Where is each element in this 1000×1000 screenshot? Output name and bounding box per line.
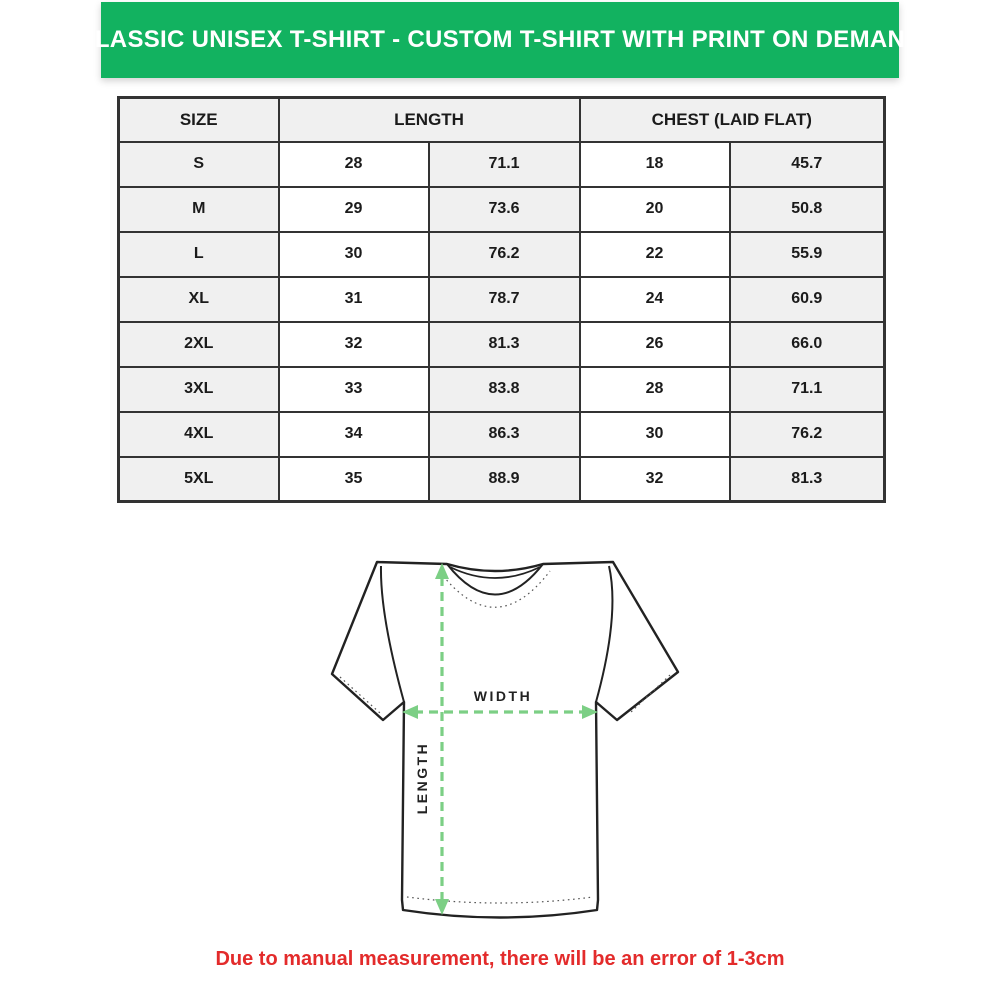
chest-cm-cell: 76.2 bbox=[730, 412, 885, 457]
length-inches-cell: 35 bbox=[279, 457, 429, 502]
size-row-s bbox=[119, 142, 885, 187]
length-cm-cell: 71.1 bbox=[429, 142, 580, 187]
length-cm-cell: 76.2 bbox=[429, 232, 580, 277]
size-row-l bbox=[119, 232, 885, 277]
chest-inches-cell: 24 bbox=[580, 277, 730, 322]
column-header-size: SIZE bbox=[119, 98, 279, 142]
size-cell: L bbox=[119, 232, 279, 277]
length-inches-cell: 30 bbox=[279, 232, 429, 277]
length-inches-cell: 31 bbox=[279, 277, 429, 322]
length-label: LENGTH bbox=[414, 741, 430, 815]
size-row-3xl bbox=[119, 367, 885, 412]
size-row-m bbox=[119, 187, 885, 232]
chest-cm-cell: 81.3 bbox=[730, 457, 885, 502]
length-cm-cell: 81.3 bbox=[429, 322, 580, 367]
size-row-5xl bbox=[119, 457, 885, 502]
size-cell: 3XL bbox=[119, 367, 279, 412]
chest-cm-cell: 66.0 bbox=[730, 322, 885, 367]
length-cm-cell: 88.9 bbox=[429, 457, 580, 502]
length-inches-cell: 33 bbox=[279, 367, 429, 412]
size-row-xl bbox=[119, 277, 885, 322]
size-cell: XL bbox=[119, 277, 279, 322]
size-chart-header bbox=[119, 98, 885, 142]
tshirt-diagram bbox=[310, 545, 700, 945]
chest-inches-cell: 20 bbox=[580, 187, 730, 232]
chest-cm-cell: 71.1 bbox=[730, 367, 885, 412]
length-cm-cell: 83.8 bbox=[429, 367, 580, 412]
chest-cm-cell: 60.9 bbox=[730, 277, 885, 322]
chest-inches-cell: 28 bbox=[580, 367, 730, 412]
length-inches-cell: 28 bbox=[279, 142, 429, 187]
size-cell: 5XL bbox=[119, 457, 279, 502]
width-label: WIDTH bbox=[473, 688, 533, 704]
length-cm-cell: 86.3 bbox=[429, 412, 580, 457]
length-cm-cell: 73.6 bbox=[429, 187, 580, 232]
chest-cm-cell: 45.7 bbox=[730, 142, 885, 187]
size-row-2xl bbox=[119, 322, 885, 367]
chest-inches-cell: 26 bbox=[580, 322, 730, 367]
page-title: CLASSIC UNISEX T-SHIRT - CUSTOM T-SHIRT WITH PRINT ON DEMAND bbox=[77, 26, 923, 53]
measurement-disclaimer: Due to manual measurement, there will be an error of 1-3cm bbox=[215, 948, 785, 970]
chest-inches-cell: 30 bbox=[580, 412, 730, 457]
chest-inches-cell: 32 bbox=[580, 457, 730, 502]
length-inches-cell: 34 bbox=[279, 412, 429, 457]
length-inches-cell: 29 bbox=[279, 187, 429, 232]
size-cell: 2XL bbox=[119, 322, 279, 367]
size-cell: M bbox=[119, 187, 279, 232]
size-chart-body bbox=[119, 142, 885, 502]
title-banner bbox=[77, 2, 923, 78]
chest-cm-cell: 50.8 bbox=[730, 187, 885, 232]
size-cell: S bbox=[119, 142, 279, 187]
column-header-chest: CHEST (LAID FLAT) bbox=[580, 98, 885, 142]
chest-inches-cell: 22 bbox=[580, 232, 730, 277]
chest-inches-cell: 18 bbox=[580, 142, 730, 187]
size-row-4xl bbox=[119, 412, 885, 457]
size-cell: 4XL bbox=[119, 412, 279, 457]
column-header-length: LENGTH bbox=[279, 98, 580, 142]
length-cm-cell: 78.7 bbox=[429, 277, 580, 322]
size-chart-table bbox=[117, 96, 886, 503]
chest-cm-cell: 55.9 bbox=[730, 232, 885, 277]
length-inches-cell: 32 bbox=[279, 322, 429, 367]
header-row bbox=[119, 98, 885, 142]
